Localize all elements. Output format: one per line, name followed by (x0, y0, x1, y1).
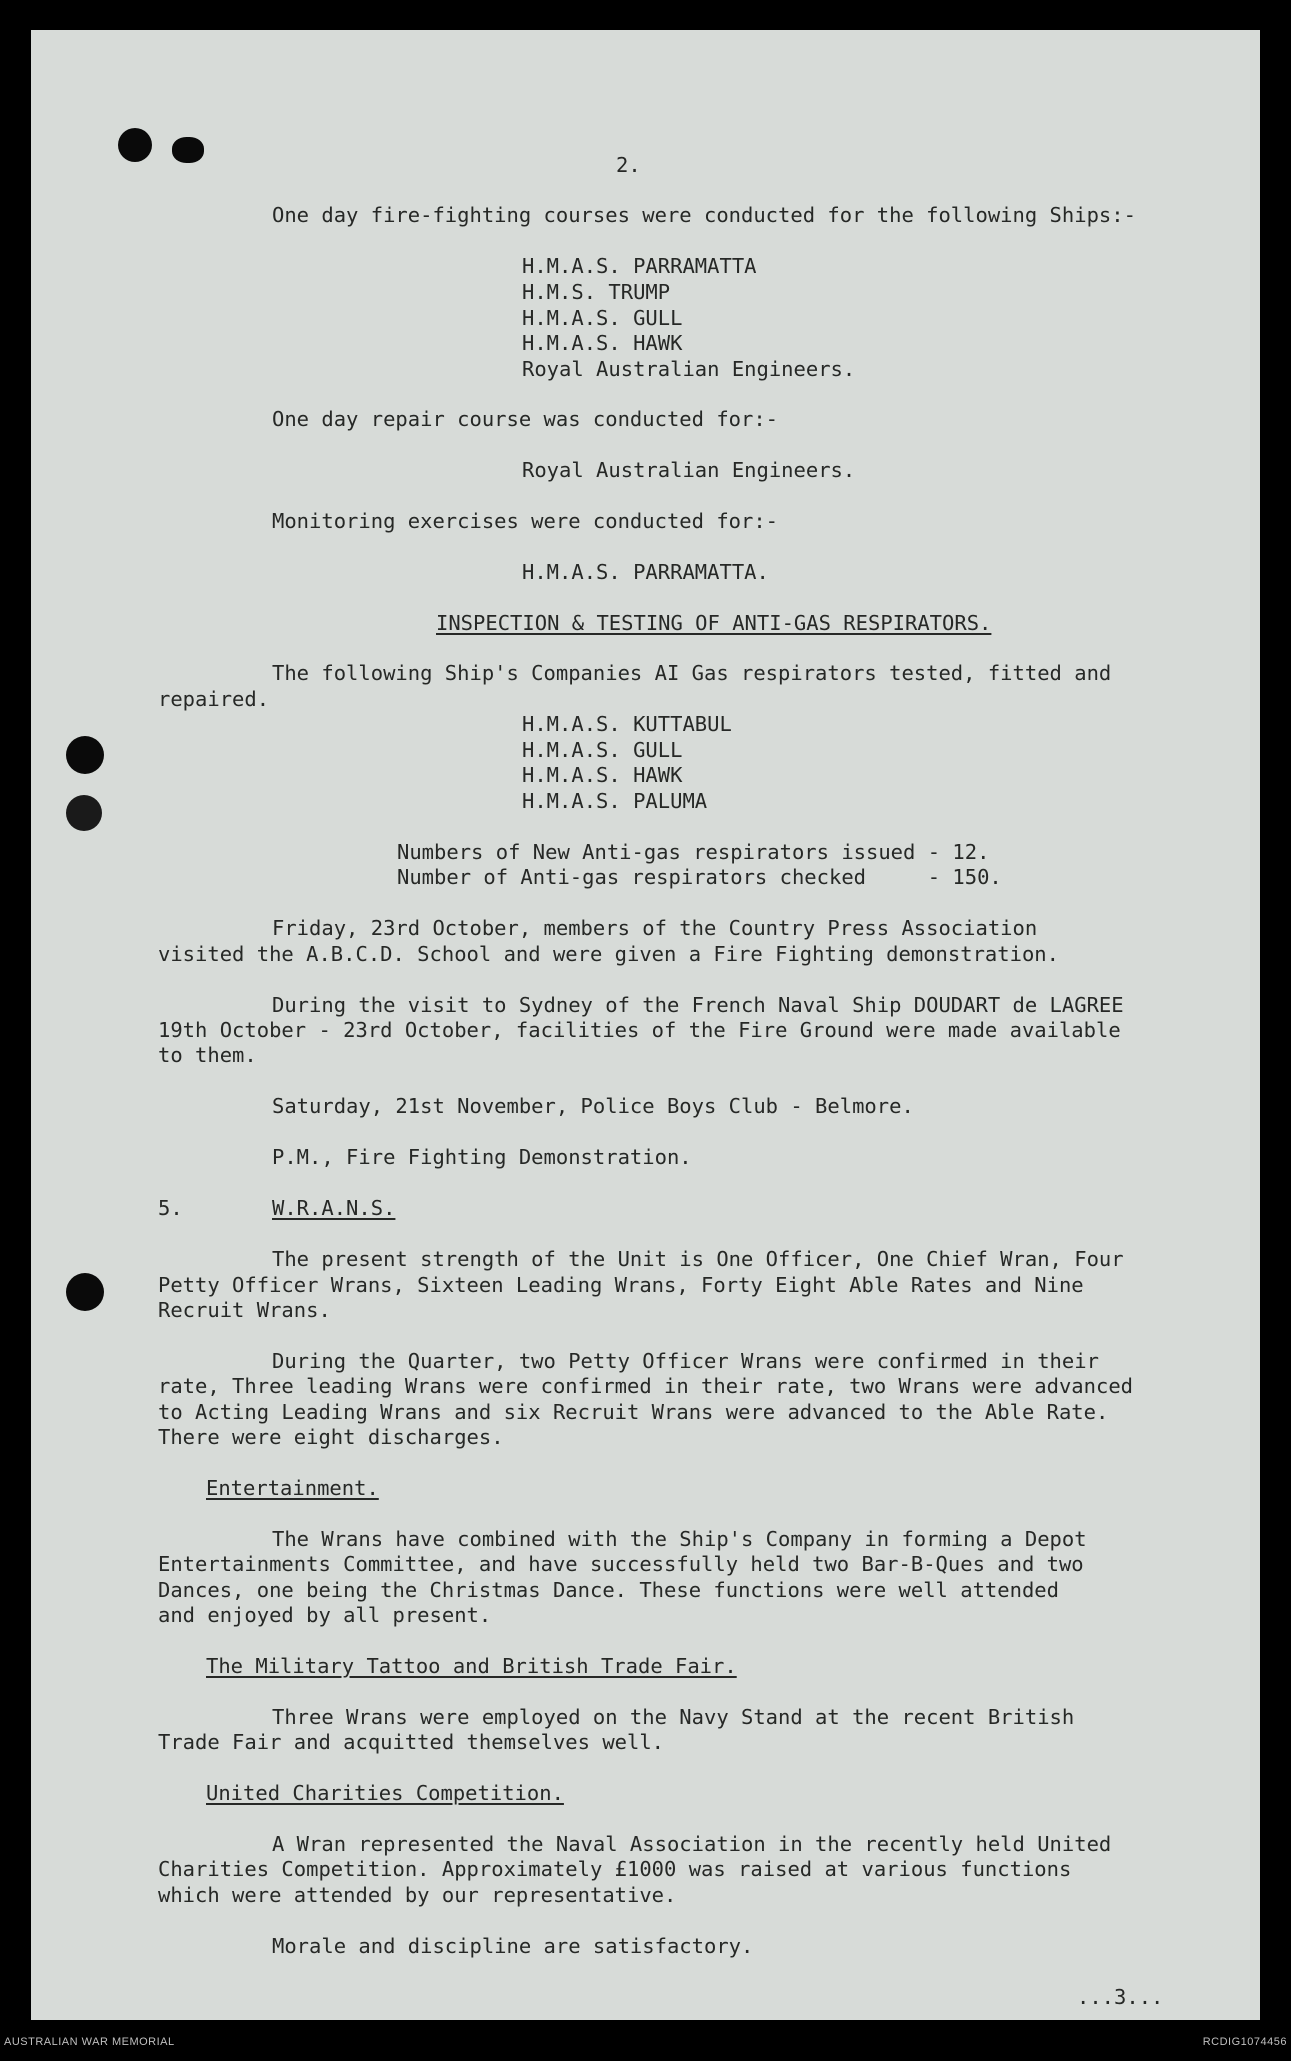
ship-name: H.M.A.S. GULL (522, 306, 683, 330)
text-line: and enjoyed by all present. (158, 1603, 492, 1627)
text-line: Monitoring exercises were conducted for:- (272, 509, 779, 533)
text-line: 19th October - 23rd October, facilities of the Fire Ground were made available (158, 1018, 1121, 1042)
punch-hole (66, 795, 102, 831)
ship-name: H.M.A.S. PALUMA (522, 789, 708, 813)
ship-name: Royal Australian Engineers. (522, 357, 856, 381)
text-line: to Acting Leading Wrans and six Recruit Wrans were advanced to the Able Rate. (158, 1400, 1109, 1424)
text-line: which were attended by our representative. (158, 1883, 677, 1907)
text-line: rate, Three leading Wrans were confirmed in their rate, two Wrans were advanced (158, 1374, 1134, 1398)
footer-record-id: RCDIG1074456 (1202, 2036, 1287, 2048)
text-line: Friday, 23rd October, members of the Country Press Association (272, 916, 1038, 940)
text-line: P.M., Fire Fighting Demonstration. (272, 1145, 692, 1169)
ship-name: H.M.A.S. PARRAMATTA. (522, 560, 769, 584)
subsection-heading: Entertainment. (206, 1476, 379, 1500)
text-line: Petty Officer Wrans, Sixteen Leading Wrans, Forty Eight Able Rates and Nine (158, 1273, 1084, 1297)
subsection-heading: The Military Tattoo and British Trade Fair. (206, 1654, 737, 1678)
ship-name: H.M.A.S. GULL (522, 738, 683, 762)
ship-name: H.M.S. TRUMP (522, 280, 671, 304)
text-line: One day repair course was conducted for:- (272, 407, 779, 431)
subsection-heading: United Charities Competition. (206, 1781, 564, 1805)
text-line: Dances, one being the Christmas Dance. These functions were well attended (158, 1578, 1059, 1602)
section-number: 5. (158, 1196, 183, 1220)
text-line: Numbers of New Anti-gas respirators issued - 12. (397, 840, 990, 864)
text-line: One day fire-fighting courses were conducted for the following Ships:- (272, 203, 1136, 227)
ship-name: H.M.A.S. PARRAMATTA (522, 254, 757, 278)
page-number: 2. (616, 153, 641, 177)
ship-name: H.M.A.S. HAWK (522, 331, 683, 355)
text-line: Entertainments Committee, and have successfully held two Bar-B-Ques and two (158, 1552, 1084, 1576)
text-line: Three Wrans were employed on the Navy Stand at the recent British (272, 1705, 1075, 1729)
punch-hole (118, 128, 152, 162)
text-line: The following Ship's Companies AI Gas respirators tested, fitted and (272, 661, 1112, 685)
ship-name: H.M.A.S. KUTTABUL (522, 712, 732, 736)
text-line: repaired. (158, 687, 270, 711)
ship-name: H.M.A.S. HAWK (522, 763, 683, 787)
text-line: The Wrans have combined with the Ship's Company in forming a Depot (272, 1527, 1087, 1551)
text-line: During the Quarter, two Petty Officer Wrans were confirmed in their (272, 1349, 1099, 1373)
punch-hole (172, 137, 204, 163)
section-heading: INSPECTION & TESTING OF ANTI-GAS RESPIRATORS. (436, 611, 992, 635)
punch-hole (66, 736, 104, 774)
text-line: Charities Competition. Approximately £1000 was raised at various functions (158, 1857, 1072, 1881)
footer-archive-name: AUSTRALIAN WAR MEMORIAL (4, 2036, 175, 2048)
text-line: Morale and discipline are satisfactory. (272, 1934, 754, 1958)
text-line: A Wran represented the Naval Association in the recently held United (272, 1832, 1112, 1856)
ship-name: Royal Australian Engineers. (522, 458, 856, 482)
text-line: to them. (158, 1043, 257, 1067)
punch-hole (66, 1273, 104, 1311)
text-line: visited the A.B.C.D. School and were given a Fire Fighting demonstration. (158, 942, 1059, 966)
text-line: Saturday, 21st November, Police Boys Club - Belmore. (272, 1094, 914, 1118)
section-heading: W.R.A.N.S. (272, 1196, 396, 1220)
text-line: There were eight discharges. (158, 1425, 504, 1449)
text-line: Number of Anti-gas respirators checked - 150. (397, 865, 1002, 889)
text-line: Recruit Wrans. (158, 1298, 331, 1322)
continuation-marker: ...3... (1077, 1985, 1164, 2009)
document-page (31, 30, 1260, 2020)
text-line: During the visit to Sydney of the French Naval Ship DOUDART de LAGREE (272, 993, 1124, 1017)
text-line: The present strength of the Unit is One Officer, One Chief Wran, Four (272, 1247, 1124, 1271)
text-line: Trade Fair and acquitted themselves well. (158, 1730, 665, 1754)
